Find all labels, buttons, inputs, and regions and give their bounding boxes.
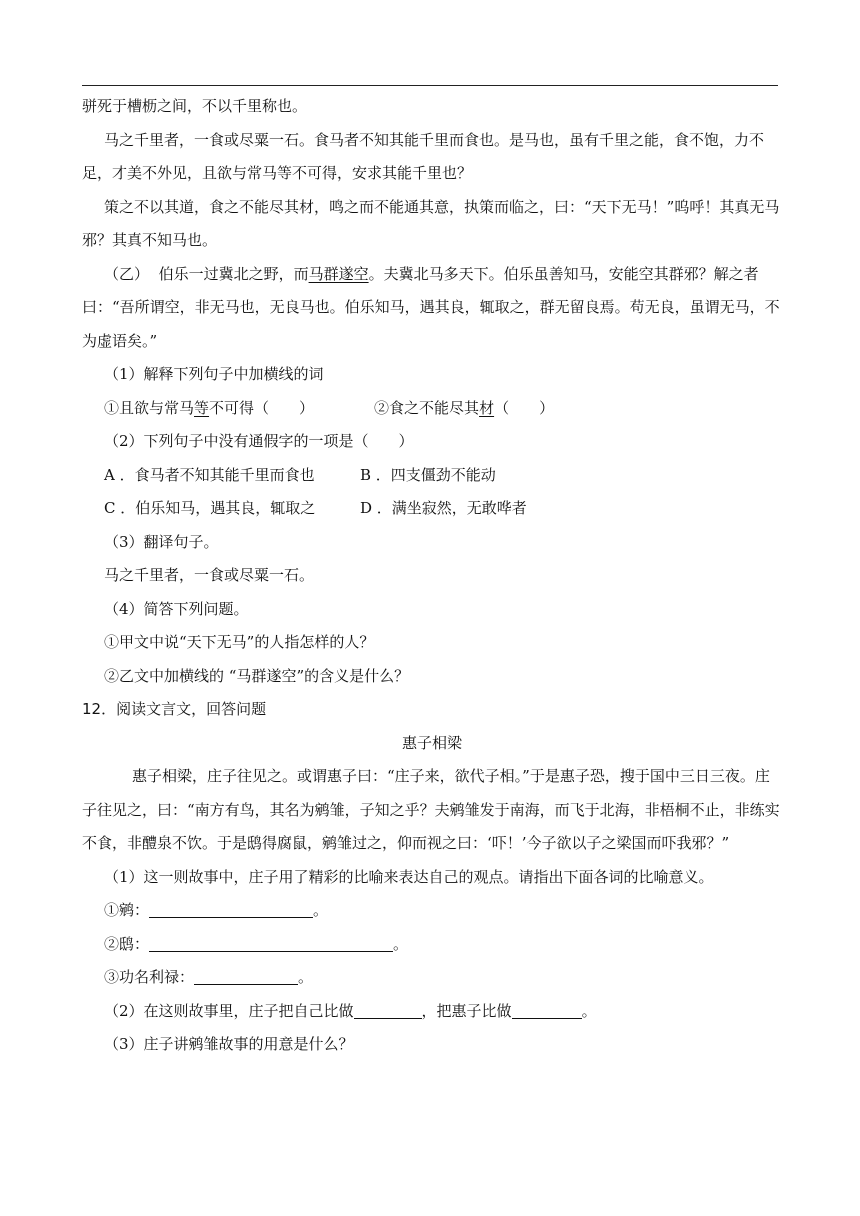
q11-sub3-sentence: 马之千里者，一食或尽粟一石。 <box>104 566 315 584</box>
q11-sub1-title: （1）解释下列句子中加横线的词 <box>104 365 324 383</box>
q12-item3: ③功名利禄： 。 <box>104 968 314 986</box>
q12-title: 惠子相梁 <box>401 733 462 752</box>
q12-passage: 惠子相梁，庄子往见之。或谓惠子曰：“庄子来，欲代子相。”于是惠子恐，搜于国中三日三夜。庄子往见之，曰：“南方有鸟，其名为鹓雏，子知之乎？夫鹓雏发于南海，而飞于北海，非梧桐不止，非练实不食，非醴泉不饮。于是鸱得腐鼠，鹓雏过之，仰而视之曰：‘吓！’今子欲以子之梁国而吓我邪？” <box>82 767 780 852</box>
passage-jia-line: 骈死于槽枥之间，不以千里称也。 <box>82 97 308 115</box>
q11-sub4-item1: ①甲文中说“天下无马”的人指怎样的人？ <box>104 633 375 651</box>
q11-sub1-items <box>82 392 782 426</box>
passage-jia-paragraph-3: 策之不以其道，食之不能尽其材，鸣之而不能通其意，执策而临之，曰：“天下无马！”呜呼！其真无马邪？其真不知马也。 <box>82 197 780 249</box>
q11-sub2-title: （2）下列句子中没有通假字的一项是（ ） <box>104 432 414 450</box>
q11-sub4-item2: ②乙文中加横线的 “马群遂空”的含义是什么？ <box>104 666 410 685</box>
option-c[interactable]: C ．伯乐知马，遇其良，辄取之 <box>104 499 316 517</box>
q11-sub1-item1: ①且欲与常马等不可得（ ） <box>104 398 315 417</box>
answer-blank-self[interactable] <box>354 1001 422 1019</box>
option-a[interactable]: A ．食马者不知其能千里而食也 <box>104 465 315 484</box>
passage-jia-paragraph-2: 马之千里者，一食或尽粟一石。食马者不知其能千里而食也。是马也，虽有千里之能，食不饱，力不足，才美不外见，且欲与常马等不可得，安求其能千里也？ <box>82 130 765 182</box>
header-rule <box>82 85 778 86</box>
passage-yi-label: （乙） <box>104 264 150 283</box>
passage-yi <box>82 258 782 359</box>
answer-blank-huizi[interactable] <box>512 1001 582 1019</box>
q11-options-row-1 <box>82 459 782 493</box>
q11-sub3-title: （3）翻译句子。 <box>104 532 219 551</box>
passage-yi-text-pre: 伯乐一过冀北之野，而 <box>158 264 309 283</box>
q12-item2: ②鸱： 。 <box>104 934 409 953</box>
q12-heading: 12．阅读文言文，回答问题 <box>82 700 267 718</box>
q12-item1: ①鹓： 。 <box>104 901 329 919</box>
q11-sub1-item2: ②食之不能尽其材（ ） <box>374 398 555 417</box>
document-body <box>82 90 782 1062</box>
q12-sub1-title: （1）这一则故事中，庄子用了精彩的比喻来表达自己的观点。请指出下面各词的比喻意义。 <box>104 867 714 886</box>
option-b[interactable]: B ．四支僵劲不能动 <box>360 465 496 484</box>
underlined-phrase: 马群遂空 <box>308 264 369 283</box>
q12-sub2: （2）在这则故事里，庄子把自己比做 ，把惠子比做 。 <box>104 1001 597 1020</box>
answer-blank-1[interactable] <box>149 900 313 918</box>
passage-yi-text-post: 。夫冀北马多天下。伯乐虽善知马，安能空其群邪？解之者曰：“吾所谓空，非无马也，无良马也。伯乐知马，遇其良，辄取之，群无留良焉。苟无良，虽谓无马，不为虚语矣。” <box>82 264 780 350</box>
q11-options-row-2 <box>82 492 782 526</box>
q12-sub3-title: （3）庄子讲鹓雏故事的用意是什么？ <box>104 1035 354 1053</box>
answer-blank-2[interactable] <box>149 934 393 952</box>
option-d[interactable]: D ．满坐寂然，无敢哗者 <box>360 499 527 517</box>
answer-blank-3[interactable] <box>194 967 298 985</box>
q11-sub4-title: （4）简答下列问题。 <box>104 599 249 618</box>
